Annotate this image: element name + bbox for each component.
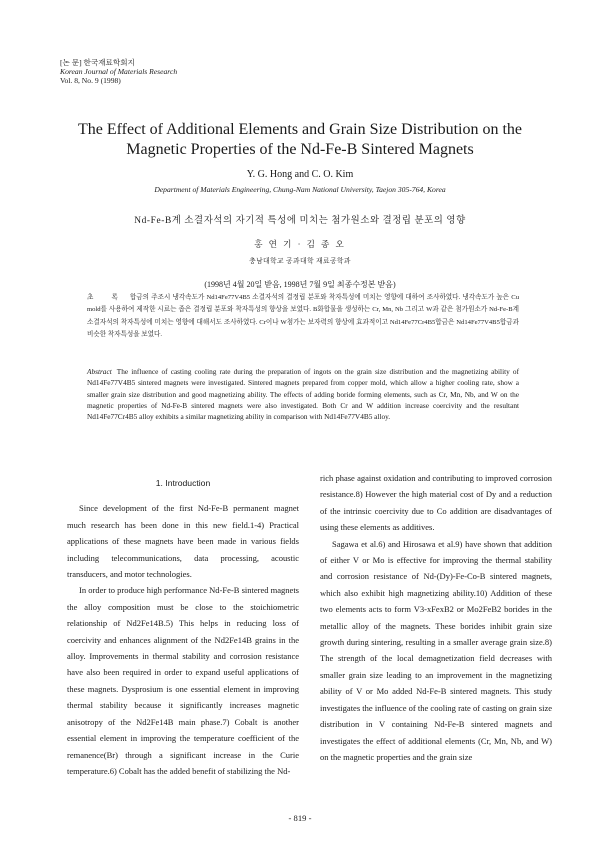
received-dates: (1998년 4월 20일 받음, 1998년 7월 9일 최종수정본 받음) [204,280,396,289]
korean-abstract-text: 합금의 주조시 냉각속도가 Nd14Fe77V4B5 소결자석의 결정립 분포와 착자특성에 미치는 영향에 대하여 조사하였다. 냉각속도가 높은 Cu mold를 사용하여 제작한 시료는 좁은 결정립 분포와 착자특성의 향상을 보였다. B화합물을 생성하는 Cr, Mn, Nb 그리고 W과 같은 첨가원소가 Nd-Fe-B계 소결자석의 착자특성에 미치는 영향에 대해서도 조사하였다. Cr이나 W첨가는 보자력의 향상에 효과적이고 Nd14Fe77Cr4B5합금은 Nd14Fe77V4B5합금과 비슷한 착자특성을 보였다. [87,294,519,339]
journal-name: Korean Journal of Materials Research [60,67,178,76]
authors: Y. G. Hong and C. O. Kim [246,169,354,180]
right-column [320,470,552,765]
abstract-text: The influence of casting cooling rate during the preparation of ingots on the grain size distribution and the magnetizing ability of Nd14Fe77V4B5 sintered magnets were investigated. Sintered magnets prepared from copper mold, which allow a higher cooling rate, show a smaller grain size distribution and good magnetizing ability. The effects of adding boride forming elements, such as Cr, Mn, Nb, and W on the magnetic properties of Nd-Fe-B sintered magnets were also investigated. Both Cr and W addition increase coercivity and the resultant Nd14Fe77Cr4B5 alloy exhibits a similar magnetizing ability in comparison with Nd14Fe77V4B5 alloy. [87,367,519,422]
paper-title [40,120,560,160]
affiliation: Department of Materials Engineering, Chung-Nam National University, Taejon 305-764, Korea [154,185,446,194]
section-heading: 1. Introduction [155,478,211,488]
title-block [40,120,560,290]
abstract-label: Abstract [87,367,112,376]
korean-authors: 홍 연 기 · 김 종 오 [254,239,346,249]
korean-title: Nd-Fe-B계 소결자석의 자기적 특성에 미치는 첨가원소와 결정립 분포의 영향 [134,216,466,226]
korean-abstract [87,292,519,342]
paragraph: rich phase against oxidation and contributing to improved corrosion resistance.8) However the high material cost of Dy and a reduction of the intrinsic coercivity due to Co addition are disadvantages of using these elements as additives. [320,473,552,533]
paragraph: Since development of the first Nd-Fe-B permanent magnet much research has been done in this new field.1-4) Practical applications of these magnets have been made in various fields including telecommunications, data processing, acoustic transducers, and motor technologies. [67,503,299,580]
paragraph: Sagawa et al.6) and Hirosawa et al.9) have shown that addition of either V or Mo is effective for improving the thermal stability and corrosion resistance of Nd-(Dy)-Fe-Co-B sintered magnets, which also exhibit high magnetizing ability.10) Addition of these two elements acts to form V3-xFexB2 or Mo2FeB2 borides in the metallic alloy of the magnets. These borides inhibit grain size growth during sintering, resulting in a smaller average grain size.8) The strength of the local demagnetization field decreases with smaller grain size leading to an improvement in the magnetizing ability of V or Mo added Nd-Fe-B sintered magnets. This study investigates the influence of the cooling rate of casting on grain size distribution in V containing Nd-Fe-B sintered magnets and investigates the effect of additional elements (Cr, Mn, Nb, and W) on the magnetic properties and the grain size [320,538,552,762]
english-abstract [87,366,519,422]
journal-info [60,58,310,85]
title-line: Magnetic Properties of the Nd-Fe-B Sintered Magnets [126,141,474,158]
journal-volume: Vol. 8, No. 9 (1998) [60,76,121,85]
korean-affiliation: 충남대학교 공과대학 재료공학과 [249,258,351,265]
page-number: - 819 - [288,813,312,823]
journal-tag: [논 문] 한국재료학회지 [60,58,135,67]
paragraph: In order to produce high performance Nd-Fe-B sintered magnets the alloy composition must be close to the stoichiometric relationship of Nd2Fe14B.5) This helps in reducing loss of coercivity and enhances alignment of the Nd2Fe14B grains in the alloy. Improvements in thermal stability and corrosion resistance have also been required in order to expand useful applications of these magnets. Dysprosium is one essential element in improving thermal stability because it significantly increases magnetic anisotropy of the Nd2Fe14B main phase.7) Cobalt is another essential element in improving the temperature coefficient of the remanence(Br) through a significant increase in the Curie temperature.6) Cobalt has the added benefit of stabilizing the Nd- [67,585,299,776]
title-line: The Effect of Additional Elements and Grain Size Distribution on the [77,121,523,138]
left-column [67,470,299,779]
korean-abstract-label: 초 록 [87,294,126,301]
